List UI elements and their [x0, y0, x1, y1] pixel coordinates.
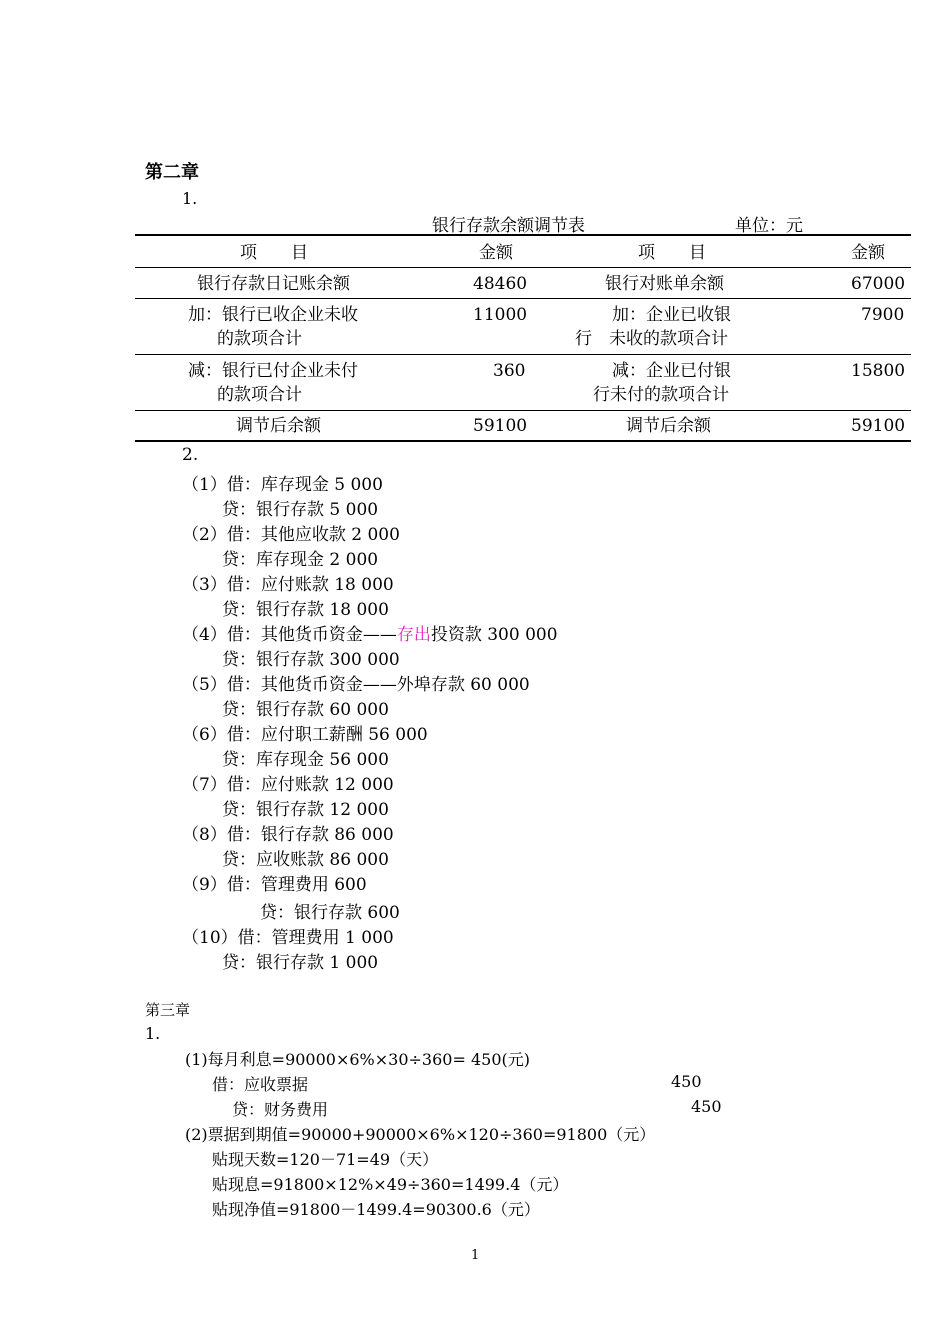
header-item-left: 项 目 — [240, 243, 308, 263]
journal-debit: 借：应收票据 — [212, 1075, 309, 1094]
calc-line: (2)票据到期值=90000+90000×6%×120÷360=91800（元） — [185, 1125, 656, 1144]
journal-amount: 450 — [671, 1072, 702, 1091]
journal-debit: （6）借：应付职工薪酬 56 000 — [182, 725, 428, 745]
table-header-row — [135, 236, 911, 267]
row-left-label: 减：银行已付企业未付 — [188, 361, 358, 381]
table-row — [135, 410, 911, 440]
row-right-amount: 67000 — [851, 274, 906, 294]
row-left-amount: 48460 — [473, 274, 528, 294]
journal-credit: 贷：银行存款 18 000 — [222, 600, 389, 620]
journal-credit: 贷：财务费用 — [232, 1100, 329, 1119]
table-row — [135, 267, 911, 298]
calc-line: 贴现息=91800×12%×49÷360=1499.4（元） — [212, 1175, 569, 1194]
row-left-label: 调节后余额 — [236, 416, 321, 436]
row-right-label: 减：企业已付银 — [612, 361, 731, 381]
journal-debit: （10）借：管理费用 1 000 — [182, 928, 394, 948]
row-left-label-cont: 的款项合计 — [217, 385, 302, 405]
row-left-label: 加：银行已收企业未收 — [188, 305, 358, 325]
journal-credit: 贷：银行存款 300 000 — [222, 650, 400, 670]
calc-line: (1)每月利息=90000×6%×30÷360= 450(元) — [185, 1050, 530, 1069]
page-number: 1 — [471, 1248, 480, 1263]
journal-credit: 贷：银行存款 600 — [260, 903, 400, 923]
calc-line: 贴现天数=120－71=49（天） — [212, 1150, 439, 1169]
row-right-amount: 59100 — [851, 416, 906, 436]
journal-credit: 贷：银行存款 5 000 — [222, 500, 379, 520]
table-unit: 单位：元 — [735, 216, 803, 236]
journal-credit: 贷：库存现金 56 000 — [222, 750, 389, 770]
header-item-right: 项 目 — [638, 243, 706, 263]
row-left-amount: 11000 — [473, 305, 528, 325]
calc-line: 贴现净值=91800－1499.4=90300.6（元） — [212, 1200, 540, 1219]
journal-debit — [182, 620, 558, 645]
header-amount-left: 金额 — [479, 243, 513, 263]
row-right-label: 调节后余额 — [626, 416, 711, 436]
row-right-label: 银行对账单余额 — [605, 274, 724, 294]
journal-credit: 贷：银行存款 60 000 — [222, 700, 389, 720]
chapter-title: 第三章 — [145, 1001, 191, 1019]
journal-debit: （7）借：应付账款 12 000 — [182, 775, 394, 795]
journal-debit: （5）借：其他货币资金——外埠存款 60 000 — [182, 675, 530, 695]
row-right-amount: 7900 — [861, 305, 905, 325]
row-right-label: 加：企业已收银 — [612, 305, 731, 325]
journal-amount: 450 — [691, 1097, 722, 1116]
journal-debit-part: （4）借：其他货币资金—— — [182, 625, 397, 645]
row-left-amount: 360 — [493, 361, 526, 381]
row-left-label: 银行存款日记账余额 — [197, 274, 350, 294]
row-right-label-cont: 行 未收的款项合计 — [575, 329, 728, 349]
table-row — [135, 298, 911, 354]
reconciliation-table — [135, 234, 911, 442]
journal-debit: （2）借：其他应收款 2 000 — [182, 525, 400, 545]
journal-debit: （9）借：管理费用 600 — [182, 875, 367, 895]
journal-credit: 贷：库存现金 2 000 — [222, 550, 379, 570]
question-number: 2. — [182, 445, 199, 465]
header-amount-right: 金额 — [851, 243, 885, 263]
journal-credit: 贷：应收账款 86 000 — [222, 850, 389, 870]
journal-debit: （1）借：库存现金 5 000 — [182, 475, 383, 495]
table-row — [135, 354, 911, 410]
highlighted-text: 存出 — [396, 625, 431, 645]
table-title: 银行存款余额调节表 — [432, 216, 585, 236]
chapter-title: 第二章 — [145, 162, 199, 183]
row-left-label-cont: 的款项合计 — [217, 329, 302, 349]
question-number: 1. — [145, 1024, 161, 1043]
row-right-amount: 15800 — [851, 361, 906, 381]
journal-debit-part: 投资款 300 000 — [430, 625, 558, 645]
journal-debit: （8）借：银行存款 86 000 — [182, 825, 394, 845]
journal-credit: 贷：银行存款 12 000 — [222, 800, 389, 820]
question-number: 1. — [182, 189, 198, 208]
row-left-amount: 59100 — [473, 416, 528, 436]
row-right-label-cont: 行未付的款项合计 — [593, 385, 729, 405]
journal-debit: （3）借：应付账款 18 000 — [182, 575, 394, 595]
journal-credit: 贷：银行存款 1 000 — [222, 953, 379, 973]
